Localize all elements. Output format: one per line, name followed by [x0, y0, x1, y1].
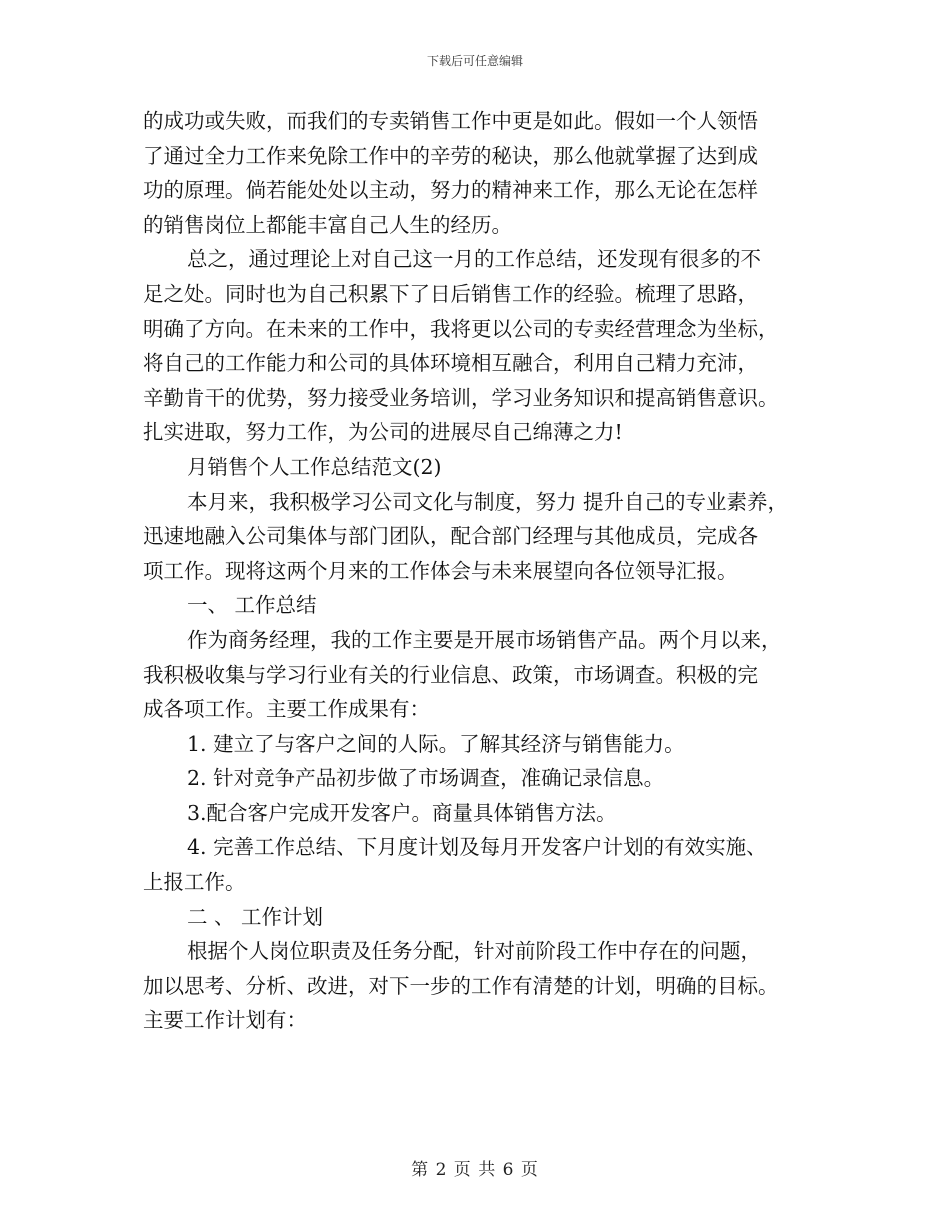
text-line: 成各项工作。主要工作成果有：	[143, 697, 430, 722]
section-heading: 二 、 工作计划	[187, 904, 324, 929]
text-line: 总之，通过理论上对自己这一月的工作总结，还发现有很多的不	[187, 247, 761, 272]
text-line: 根据个人岗位职责及任务分配，针对前阶段工作中存在的问题，	[187, 939, 761, 964]
page-number: 第 2 页 共 6 页	[411, 1160, 539, 1180]
list-item: 1. 建立了与客户之间的人际。了解其经济与销售能力。	[187, 731, 685, 756]
text-line: 主要工作计划有：	[143, 1008, 307, 1033]
list-item: 4. 完善工作总结、下月度计划及每月开发客户计划的有效实施、	[187, 835, 767, 860]
list-item: 3.配合客户完成开发客户。商量具体销售方法。	[187, 800, 617, 825]
text-line: 扎实进取，努力工作，为公司的进展尽自己绵薄之力!	[143, 420, 623, 445]
document-body	[143, 104, 833, 1038]
text-line: 辛勤肯干的优势，努力接受业务培训，学习业务知识和提高销售意识。	[143, 385, 779, 410]
text-line: 作为商务经理，我的工作主要是开展市场销售产品。两个月以来，	[187, 627, 782, 652]
page-header-note: 下载后可任意编辑	[426, 54, 523, 68]
text-line: 本月来，我积极学习公司文化与制度，努力 提升自己的专业素养，	[187, 489, 789, 514]
list-item: 2. 针对竞争产品初步做了市场调查，准确记录信息。	[187, 766, 665, 791]
text-line: 将自己的工作能力和公司的具体环境相互融合，利用自己精力充沛，	[143, 351, 758, 376]
text-line: 的销售岗位上都能丰富自己人生的经历。	[143, 212, 512, 237]
text-line: 明确了方向。在未来的工作中，我将更以公司的专卖经营理念为坐标，	[143, 316, 779, 341]
text-line: 功的原理。倘若能处处以主动，努力的精神来工作，那么无论在怎样	[143, 178, 758, 203]
text-line: 我积极收集与学习行业有关的行业信息、政策，市场调查。积极的完	[143, 662, 758, 687]
text-line: 上报工作。	[143, 870, 246, 895]
text-line: 了通过全力工作来免除工作中的辛劳的秘诀，那么他就掌握了达到成	[143, 143, 758, 168]
text-line: 加以思考、分析、改进，对下一步的工作有清楚的计划，明确的目标。	[143, 973, 779, 998]
text-line: 的成功或失败，而我们的专卖销售工作中更是如此。假如一个人领悟	[143, 109, 758, 133]
text-line: 迅速地融入公司集体与部门团队，配合部门经理与其他成员，完成各	[143, 524, 758, 549]
text-line: 项工作。现将这两个月来的工作体会与未来展望向各位领导汇报。	[143, 558, 738, 583]
section-heading: 一、 工作总结	[187, 593, 317, 618]
section-title: 月销售个人工作总结范文(2)	[187, 454, 442, 479]
text-line: 足之处。同时也为自己积累下了日后销售工作的经验。梳理了思路，	[143, 281, 758, 306]
